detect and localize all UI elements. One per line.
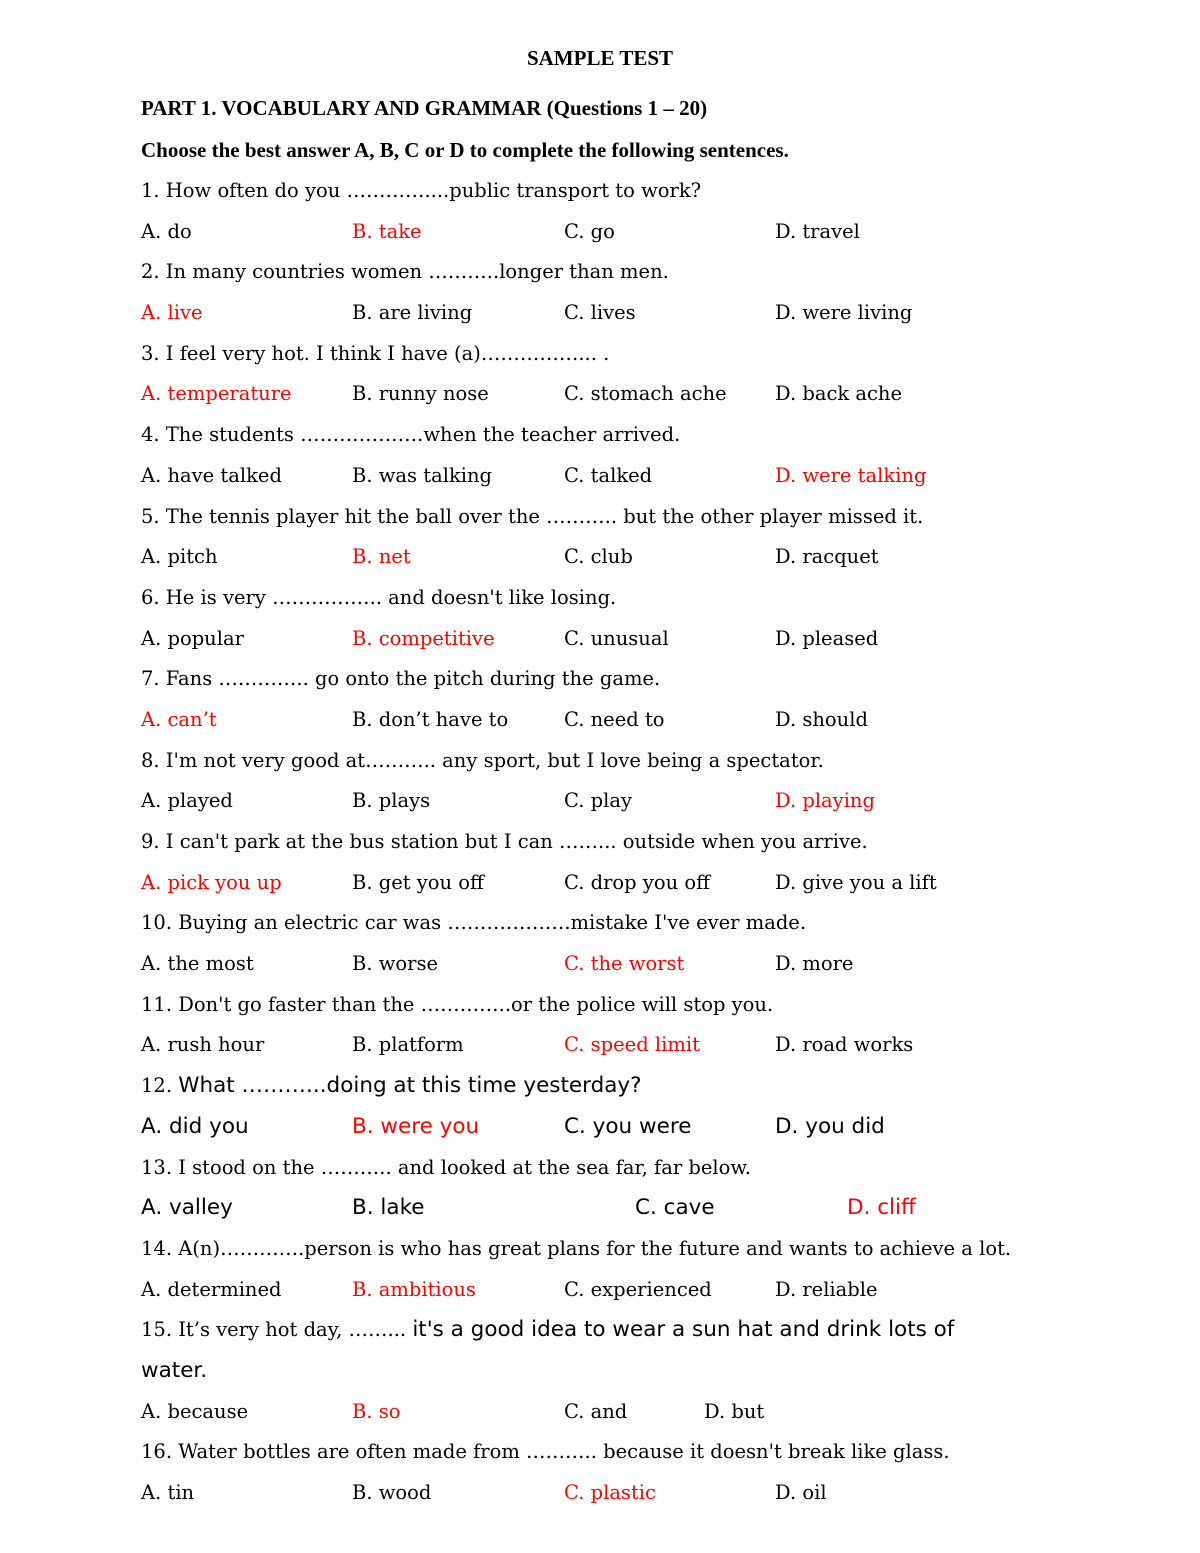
answer-options <box>141 215 1081 256</box>
document-title: SAMPLE TEST <box>526 46 674 70</box>
question-stem: 8. I'm not very good at……….. any sport, but I love being a spectator. <box>141 748 824 772</box>
answer-option[interactable]: C. lives <box>564 301 636 325</box>
answer-options <box>141 377 1081 418</box>
question-list <box>141 174 1081 1517</box>
question-stem-text: it's a good idea to wear a sun hat and drink lots of <box>412 1317 955 1343</box>
answer-option[interactable]: B. get you off <box>352 870 484 894</box>
correct-answer-option[interactable]: B. so <box>352 1399 401 1423</box>
answer-options <box>141 622 1081 663</box>
answer-option[interactable]: D. more <box>775 952 854 976</box>
question-stem: 14. A(n)………….person is who has great plans for the future and wants to achieve a lot. <box>141 1236 1012 1260</box>
answer-option[interactable]: C. go <box>564 219 615 243</box>
answer-option[interactable]: B. are living <box>352 301 473 325</box>
answer-option[interactable]: A. played <box>141 789 233 813</box>
answer-option[interactable]: C. and <box>564 1399 628 1423</box>
answer-option[interactable]: B. lake <box>352 1195 425 1221</box>
question-stem: 6. He is very …………….. and doesn't like losing. <box>141 585 617 609</box>
answer-option[interactable]: C. need to <box>564 707 665 731</box>
answer-option[interactable]: D. pleased <box>775 626 879 650</box>
answer-options <box>141 540 1081 581</box>
answer-option[interactable]: D. you did <box>775 1113 885 1139</box>
answer-options <box>141 1191 1081 1232</box>
correct-answer-option[interactable]: C. plastic <box>564 1481 656 1504</box>
answer-option[interactable]: B. was talking <box>352 463 493 487</box>
answer-option[interactable]: C. talked <box>564 463 653 487</box>
question-stem-continued: water. <box>141 1357 208 1383</box>
correct-answer-option[interactable]: A. temperature <box>141 382 292 406</box>
answer-option[interactable]: B. don’t have to <box>352 707 509 731</box>
correct-answer-option[interactable]: C. speed limit <box>564 1033 700 1057</box>
correct-answer-option[interactable]: A. pick you up <box>141 870 282 894</box>
answer-option[interactable]: D. road works <box>775 1033 914 1057</box>
answer-option[interactable]: C. you were <box>564 1113 692 1139</box>
correct-answer-option[interactable]: B. net <box>352 545 411 569</box>
answer-option[interactable]: B. worse <box>352 952 439 976</box>
answer-options <box>141 1273 1081 1314</box>
answer-option[interactable]: D. travel <box>775 219 860 243</box>
part-heading: PART 1. VOCABULARY AND GRAMMAR (Questions 1 – 20) <box>141 96 708 120</box>
answer-option[interactable]: A. did you <box>141 1113 249 1139</box>
answer-option[interactable]: A. tin <box>141 1481 195 1504</box>
answer-options <box>141 947 1081 988</box>
answer-options <box>141 459 1081 500</box>
correct-answer-option[interactable]: B. take <box>352 219 422 243</box>
correct-answer-option[interactable]: B. competitive <box>352 626 495 650</box>
answer-option[interactable]: D. reliable <box>775 1277 878 1301</box>
question-stem: 10. Buying an electric car was ……………….mistake I've ever made. <box>141 911 807 935</box>
question-stem: 3. I feel very hot. I think I have (a)……………... . <box>141 341 610 365</box>
question-stem: 16. Water bottles are often made from ……….. because it doesn't break like glass. <box>141 1440 950 1464</box>
answer-option[interactable]: A. popular <box>141 626 244 650</box>
correct-answer-option[interactable]: B. ambitious <box>352 1277 476 1301</box>
question-stem-prefix: 15. It’s very hot day, ……... <box>141 1318 413 1342</box>
answer-option[interactable]: C. club <box>564 545 633 569</box>
question-stem <box>141 1069 1081 1110</box>
answer-options <box>141 1028 1081 1069</box>
answer-option[interactable]: A. pitch <box>141 545 218 569</box>
question-stem: 11. Don't go faster than the …………..or the police will stop you. <box>141 992 774 1016</box>
answer-option[interactable]: B. platform <box>352 1033 464 1057</box>
answer-options <box>141 703 1081 744</box>
answer-option[interactable]: D. give you a lift <box>775 870 937 894</box>
answer-option[interactable]: C. unusual <box>564 626 669 650</box>
correct-answer-option[interactable]: D. cliff <box>847 1195 916 1221</box>
answer-option[interactable]: D. racquet <box>775 545 879 569</box>
answer-options <box>141 1395 1081 1436</box>
answer-option[interactable]: D. but <box>704 1399 765 1423</box>
answer-option[interactable]: D. were living <box>775 301 913 325</box>
answer-option[interactable]: B. runny nose <box>352 382 489 406</box>
answer-option[interactable]: B. plays <box>352 789 431 813</box>
answer-option[interactable]: C. cave <box>635 1195 715 1221</box>
answer-options <box>141 296 1081 337</box>
answer-option[interactable]: A. determined <box>141 1277 282 1301</box>
answer-option[interactable]: C. drop you off <box>564 870 710 894</box>
question-stem: 13. I stood on the ……….. and looked at the sea far, far below. <box>141 1155 751 1179</box>
answer-option[interactable]: A. do <box>141 219 192 243</box>
answer-option[interactable]: A. because <box>141 1399 249 1423</box>
question-stem: 9. I can't park at the bus station but I can ……... outside when you arrive. <box>141 830 868 853</box>
correct-answer-option[interactable]: D. playing <box>775 789 875 813</box>
answer-options <box>141 866 1081 907</box>
answer-option[interactable]: D. should <box>775 707 868 731</box>
answer-options <box>141 1476 1081 1517</box>
answer-option[interactable]: D. oil <box>775 1481 827 1504</box>
question-stem: 2. In many countries women ………..longer than men. <box>141 260 669 284</box>
question-stem: 5. The tennis player hit the ball over the ……….. but the other player missed it. <box>141 504 924 528</box>
answer-option[interactable]: C. stomach ache <box>564 382 727 406</box>
correct-answer-option[interactable]: D. were talking <box>775 463 927 487</box>
answer-option[interactable]: C. experienced <box>564 1277 712 1301</box>
answer-option[interactable]: A. rush hour <box>141 1033 265 1057</box>
correct-answer-option[interactable]: A. live <box>141 301 203 325</box>
question-stem-prefix: 12. <box>141 1074 179 1098</box>
correct-answer-option[interactable]: B. were you <box>352 1113 480 1139</box>
question-stem: 1. How often do you …………....public transport to work? <box>141 179 702 202</box>
answer-options <box>141 784 1081 825</box>
instruction-text: Choose the best answer A, B, C or D to complete the following sentences. <box>141 138 789 162</box>
answer-option[interactable]: B. wood <box>352 1481 432 1504</box>
question-stem: 7. Fans ………….. go onto the pitch during the game. <box>141 667 661 691</box>
correct-answer-option[interactable]: A. can’t <box>141 707 217 731</box>
answer-option[interactable]: D. back ache <box>775 382 903 406</box>
question-stem-text: What ………...doing at this time yesterday? <box>178 1073 642 1099</box>
correct-answer-option[interactable]: C. the worst <box>564 952 685 976</box>
question-stem <box>141 1313 1081 1354</box>
answer-options <box>141 1110 1081 1151</box>
answer-option[interactable]: A. have talked <box>141 463 282 487</box>
answer-option[interactable]: A. valley <box>141 1195 233 1221</box>
answer-option[interactable]: A. the most <box>141 952 254 976</box>
answer-option[interactable]: C. play <box>564 789 632 813</box>
question-stem: 4. The students ……………….when the teacher arrived. <box>141 423 681 447</box>
